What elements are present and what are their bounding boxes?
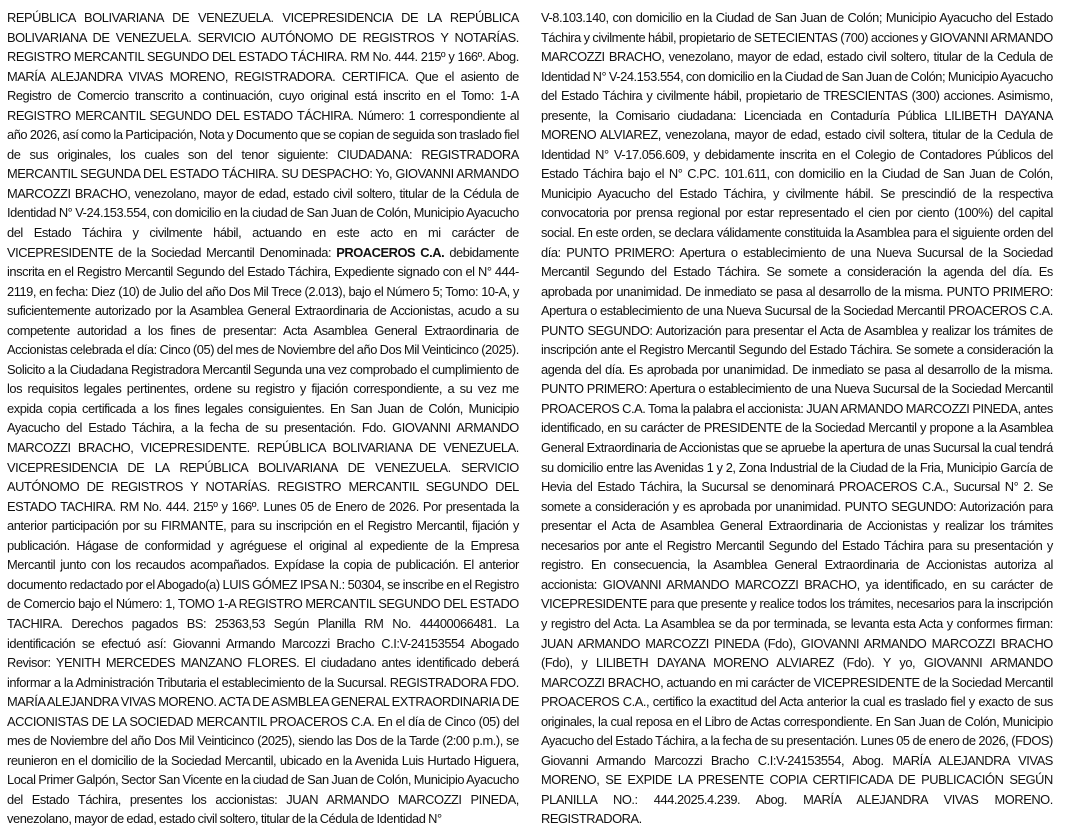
left-column [7, 8, 519, 827]
notice-text-part2: debidamente inscrita en el Registro Mercantil Segundo del Estado Táchira, Expediente signado con el N° 444-2119, en fecha: Diez (10) de Julio del año Dos Mil Trece (2.013), bajo el Número 5; Tomo: 10-A, y suficientemente autorizado por la Asamblea General Extraordinaria de Accionistas, acudo a su competente autoridad a los fines de presentar: Acta Asamblea General Extraordinaria de Accionistas celebrada el día: Cinco (05) del mes de Noviembre del año Dos Mil Veinticinco (2025). Solicito a la Ciudadana Registradora Mercantil Segunda una vez comprobado el cumplimiento de los requisitos legales pertinentes, ordene su registro y fijación correspondiente, a su vez me expida copia certificada a los fines legales consiguientes. En San Juan de Colón, Municipio Ayacucho del Estado Táchira, a la fecha de su presentación. Fdo. GIOVANNI ARMANDO MARCOZZI BRACHO, VICEPRESIDENTE. REPÚBLICA BOLIVARIANA DE VENEZUELA. VICEPRESIDENCIA DE LA REPÚBLICA BOLIVARIANA DE VENEZUELA. SERVICIO AUTÓNOMO DE REGISTROS Y NOTARÍAS. REGISTRO MERCANTIL SEGUNDO DEL ESTADO TACHIRA. RM No. 444. 215º y 166º. Lunes 05 de Enero de 2026. Por presentada la anterior participación por su FIRMANTE, para su inscripción en el Registro Mercantil, fijación y publicación. Hágase de conformidad y agréguese el original al expediente de la Empresa Mercantil junto con los recaudos acompañados. Expídase la copia de publicación. El anterior documento redactado por el Abogado(a) LUIS GÓMEZ IPSA N.: 50304, se inscribe en el Registro de Comercio bajo el Número: 1, TOMO 1-A REGISTRO MERCANTIL SEGUNDO DEL ESTADO TACHIRA. Derechos pagados BS: 25363,53 Según Planilla RM No. 44400066481. La identificación se efectuó así: Giovanni Armando Marcozzi Bracho C.I:V-24153554 Abogado Revisor: YENITH MERCEDES MANZANO FLORES. El ciudadano antes identificado deberá informar a la Administración Tributaria el establecimiento de la Sucursal. REGISTRADORA FDO. MARÍA ALEJANDRA VIVAS MORENO. ACTA DE ASMBLEA GENERAL EXTRAORDINARIA DE ACCIONISTAS DE LA SOCIEDAD MERCANTIL PROACEROS C.A. En el día de Cinco (05) del mes de Noviembre del año Dos Mil Veinticinco (2025), siendo las Dos de la Tarde (2:00 p.m.), se reunieron en el domicilio de la Sociedad Mercantil, ubicado en la Avenida Luis Hurtado Higuera, Local Primer Galpón, Sector San Vicente en la ciudad de San Juan de Colón, Municipio Ayacucho del Estado Táchira, presentes los accionistas: JUAN ARMANDO MARCOZZI PINEDA, venezolano, mayor de edad, estado civil soltero, titular de la Cédula de Identidad N° [7, 244, 519, 827]
right-column-text: V-8.103.140, con domicilio en la Ciudad de San Juan de Colón; Municipio Ayacucho del Estado Táchira y civilmente hábil, propietario de SETECIENTAS (700) acciones y GIOVANNI ARMANDO MARCOZZI BRACHO, venezolano, mayor de edad, estado civil soltero, titular de la Cedula de Identidad N° V-24.153.554, con domicilio en la Ciudad de San Juan de Colón; Municipio Ayacucho del Estado Táchira y civilmente hábil, propietario de TRESCIENTAS (300) acciones. Asimismo, presente, la Comisario ciudadana: Licenciada en Contaduría Pública LILIBETH DAYANA MORENO ALVIAREZ, venezolana, mayor de edad, estado civil soltera, titular de la Cedula de Identidad N° V-17.056.609, y debidamente inscrita en el Colegio de Contadores Públicos del Estado Táchira bajo el N° C.PC. 101.611, con domicilio en la Ciudad de San Juan de Colón, Municipio Ayacucho del Estado Táchira, y civilmente hábil. Se prescindió de la respectiva convocatoria por prensa regional por estar representado el cien por ciento (100%) del capital social. En este orden, se declara válidamente constituida la Asamblea para el siguiente orden del día: PUNTO PRIMERO: Apertura o establecimiento de una Nueva Sucursal de la Sociedad Mercantil Segundo del Estado Táchira. Se somete a consideración la agenda del día. Es aprobada por unanimidad. De inmediato se pasa al desarrollo de la misma. PUNTO PRIMERO: Apertura o establecimiento de una Nueva Sucursal de la Sociedad Mercantil PROACEROS C.A. PUNTO SEGUNDO: Autorización para presentar el Acta de Asamblea y realizar los trámites de inscripción ante el Registro Mercantil Segundo del Estado Táchira. Se somete a consideración la agenda del día. Es aprobada por unanimidad. De inmediato se pasa al desarrollo de la misma. PUNTO PRIMERO: Apertura o establecimiento de una Nueva Sucursal de la Sociedad Mercantil PROACEROS C.A. Toma la palabra el accionista: JUAN ARMANDO MARCOZZI PINEDA, antes identificado, en su carácter de PRESIDENTE de la Sociedad Mercantil y propone a la Asamblea General Extraordinaria de Accionistas que se apruebe la apertura de unas Sucursal la cual tendrá su domicilio entre las Avenidas 1 y 2, Zona Industrial de la Ciudad de la Fria, Municipio García de Hevia del Estado Táchira, la Sucursal se denominará PROACEROS C.A., Sucursal N° 2. Se somete a consideración y es aprobada por unanimidad. PUNTO SEGUNDO: Autorización para presentar el Acta de Asamblea General Extraordinaria de Accionistas y realizar los trámites necesarios por ante el Registro Mercantil Segundo del Estado Táchira para su presentación y registro. En consecuencia, la Asamblea General Extraordinaria de Accionistas autoriza al accionista: GIOVANNI ARMANDO MARCOZZI BRACHO, ya identificado, en su carácter de VICEPRESIDENTE para que presente y realice todos los trámites, necesarios para la inscripción y registro del Acta. La Asamblea se da por terminada, se levanta esta Acta y conformes firman: JUAN ARMANDO MARCOZZI PINEDA (Fdo), GIOVANNI ARMANDO MARCOZZI BRACHO (Fdo), y LILIBETH DAYANA MORENO ALVIAREZ (Fdo). Y yo, GIOVANNI ARMANDO MARCOZZI BRACHO, actuando en mi carácter de VICEPRESIDENTE de la Sociedad Mercantil PROACEROS C.A., certifico la exactitud del Acta anterior la cual es traslado fiel y exacto de sus originales, la cual reposa en el Libro de Actas correspondiente. En San Juan de Colón, Municipio Ayacucho del Estado Táchira, a la fecha de su presentación. Lunes 05 de enero de 2026, (FDOS) Giovanni Armando Marcozzi Bracho C.I:V-24153554, Abog. MARÍA ALEJANDRA VIVAS MORENO, SE EXPIDE LA PRESENTE COPIA CERTIFICADA DE PUBLICACIÓN SEGÚN PLANILLA NO.: 444.2025.4.239. Abog. MARÍA ALEJANDRA VIVAS MORENO. REGISTRADORA. [541, 10, 1053, 827]
notice-text-part1: REPÚBLICA BOLIVARIANA DE VENEZUELA. VICEPRESIDENCIA DE LA REPÚBLICA BOLIVARIANA DE VENEZUELA. SERVICIO AUTÓNOMO DE REGISTROS Y NOTARÍAS. REGISTRO MERCANTIL SEGUNDO DEL ESTADO TÁCHIRA. RM No. 444. 215º y 166º. Abog. MARÍA ALEJANDRA VIVAS MORENO, REGISTRADORA. CERTIFICA. Que el asiento de Registro de Comercio transcrito a continuación, cuyo original está inscrito en el Tomo: 1-A REGISTRO MERCANTIL SEGUNDO DEL ESTADO TÁCHIRA. Número: 1 correspondiente al año 2026, así como la Participación, Nota y Documento que se copian de seguida son traslado fiel de sus originales, los cuales son del tenor siguiente: CIUDADANA: REGISTRADORA MERCANTIL SEGUNDA DEL ESTADO TÁCHIRA. SU DESPACHO: Yo, GIOVANNI ARMANDO MARCOZZI BRACHO, venezolano, mayor de edad, estado civil soltero, titular de la Cédula de Identidad N° V-24.153.554, con domicilio en la ciudad de San Juan de Colón, Municipio Ayacucho del Estado Táchira y civilmente hábil, actuando en este acto en mi carácter de VICEPRESIDENTE de la Sociedad Mercantil Denominada: [7, 10, 519, 260]
right-column [541, 8, 1053, 827]
company-name: PROACEROS C.A. [336, 244, 445, 260]
left-column-text [7, 8, 519, 829]
